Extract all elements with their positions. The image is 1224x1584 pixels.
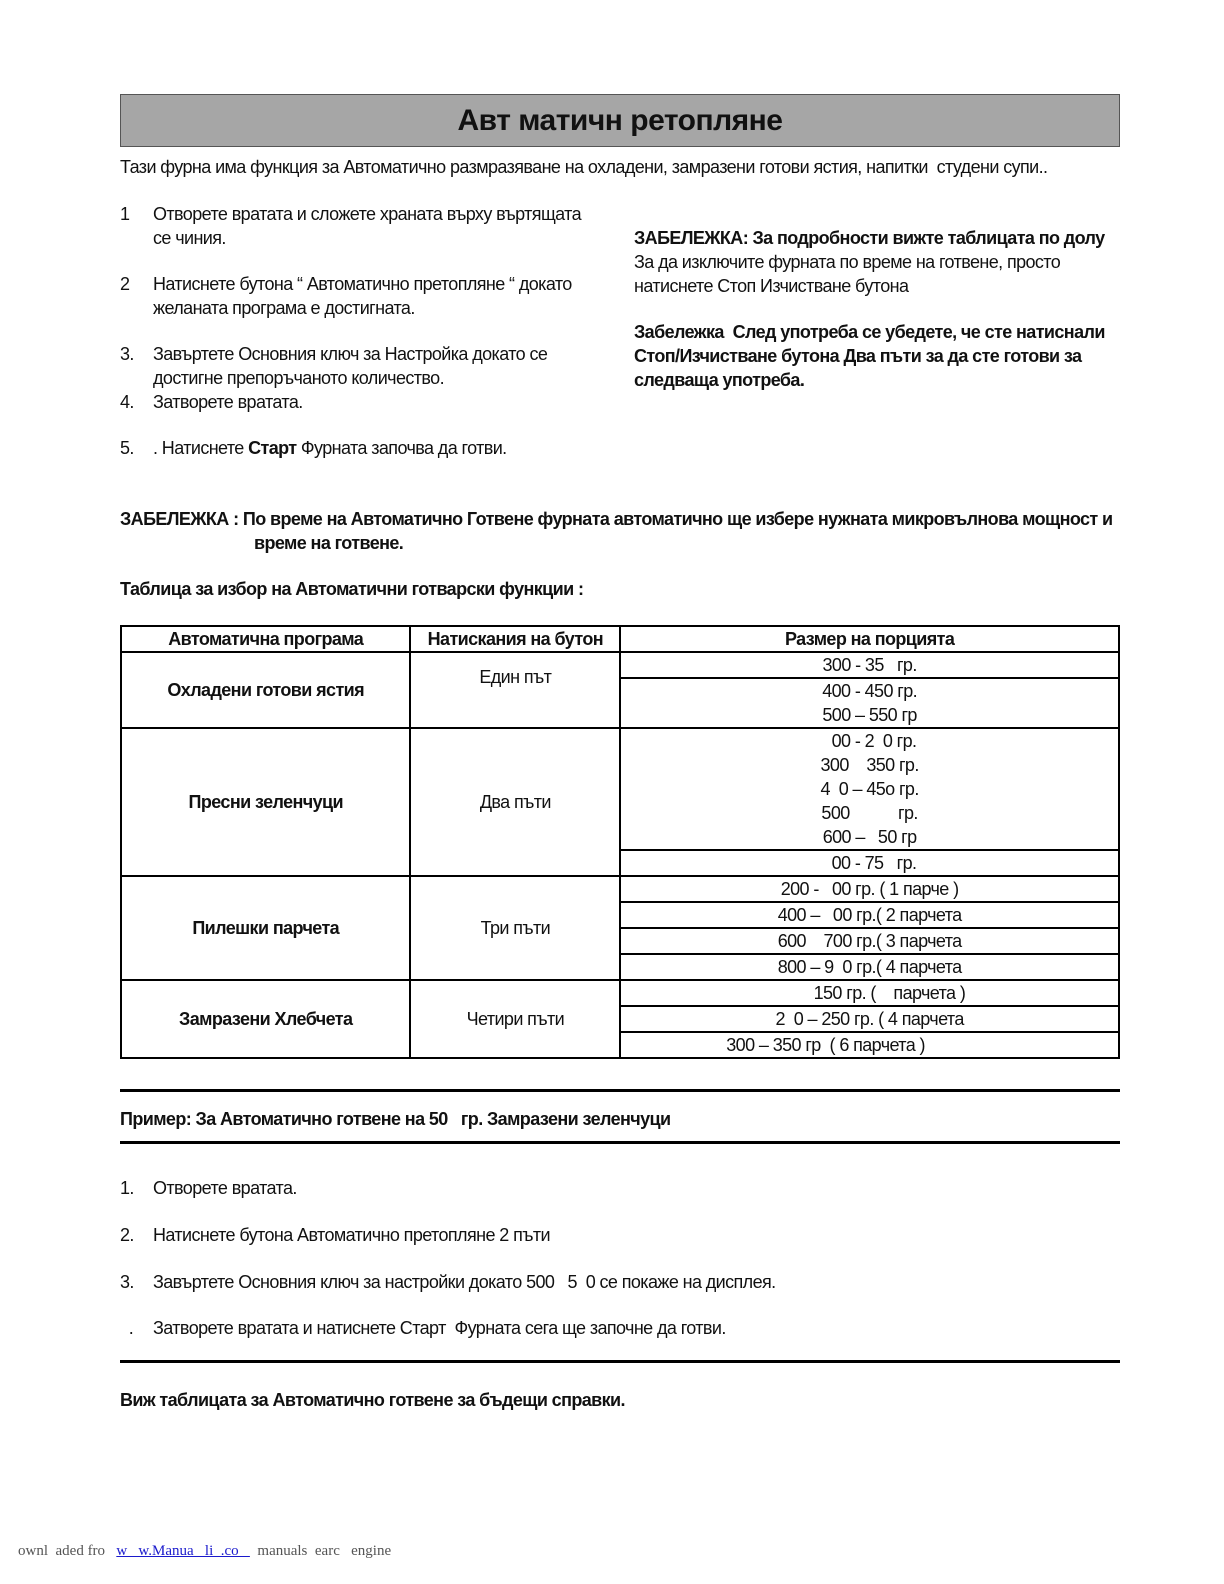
closing-note: Виж таблицата за Автоматично готвене за бъдещи справки. (120, 1390, 625, 1410)
presses-cell: Три пъти (410, 876, 620, 980)
portion-cell: 300 - 35 гр. (620, 652, 1119, 678)
table-header-row (121, 626, 1119, 652)
portion-cell: 600 700 гр.( 3 парчета (620, 928, 1119, 954)
portion-cell: 300 – 350 гр ( 6 парчета ) (620, 1032, 1119, 1058)
step-2: 2 Натиснете бутона “ Автоматично претопляне “ докато желаната програма е достигната. (120, 274, 572, 318)
footer-link[interactable]: w w.Manua li .co (116, 1543, 250, 1559)
portion-cell: 2 0 – 250 гр. ( 4 парчета (620, 1006, 1119, 1032)
portion-cell: 00 - 2 0 гр. 300 350 гр. 4 0 – 45o гр. 500 гр. 600 – 50 гр (620, 728, 1119, 850)
example-step: 3. Завъртете Основния ключ за настройки докато 500 5 0 се покаже на дисплея. (120, 1272, 776, 1292)
note-after-use: Забележка След употреба се убедете, че сте натиснали Стоп/Изчистване бутона Два пъти за да сте готови за следваща употреба. (634, 322, 1105, 390)
example-step: 2. Натиснете бутона Автоматично претопляне 2 пъти (120, 1225, 550, 1245)
header-portion: Размер на порцията (620, 626, 1119, 652)
step-3: 3. Завъртете Основния ключ за Настройка докато се достигне препоръчаното количество. (120, 344, 548, 388)
note-details: ЗАБЕЛЕЖКА: За подробности вижте таблицата по долу За да изключите фурната по време на готвене, просто натиснете Стоп Изчистване бутона (634, 228, 1105, 296)
table-row (121, 728, 1119, 850)
portion-cell: 400 – 00 гр.( 2 парчета (620, 902, 1119, 928)
note-auto-cooking: ЗАБЕЛЕЖКА : По време на Автоматично Готвене фурната автоматично ще избере нужната микровълнова мощност и време на готвене. (120, 509, 1113, 553)
program-cell: Замразени Хлебчета (121, 980, 410, 1058)
table-row (121, 980, 1119, 1006)
program-cell: Пилешки парчета (121, 876, 410, 980)
table-row (121, 652, 1119, 678)
presses-cell: Два пъти (410, 728, 620, 876)
program-cell: Охладени готови ястия (121, 652, 410, 728)
footer-text: ownl aded fro (18, 1543, 117, 1559)
portion-cell: 150 гр. ( парчета ) (620, 980, 1119, 1006)
intro-text: Тази фурна има функция за Автоматично размразяване на охладени, замразени готови ястия, напитки студени супи.. (120, 157, 1048, 177)
example-step: . Затворете вратата и натиснете Старт Фурната сега ще започне да готви. (120, 1318, 726, 1338)
table-row (121, 876, 1119, 902)
example-step: 1. Отворете вратата. (120, 1178, 297, 1198)
page-title: Авт матичн ретопляне (120, 94, 1120, 147)
portion-cell: 200 - 00 гр. ( 1 парче ) (620, 876, 1119, 902)
step-4: 4. Затворете вратата. (120, 392, 303, 412)
example-title: Пример: За Автоматично готвене на 50 гр. Замразени зеленчуци (120, 1109, 671, 1129)
table-title: Таблица за избор на Автоматични готварски функции : (120, 579, 584, 599)
portion-cell: 800 – 9 0 гр.( 4 парчета (620, 954, 1119, 980)
portion-cell: 400 - 450 гр. 500 – 550 гр (620, 678, 1119, 728)
header-presses: Натискания на бутон (410, 626, 620, 652)
divider (120, 1360, 1120, 1363)
footer-text: manuals earc engine (249, 1543, 392, 1559)
portion-cell: 00 - 75 гр. (620, 850, 1119, 876)
divider (120, 1141, 1120, 1144)
step-1: 1 Отворете вратата и сложете храната върху въртящата се чиния. (120, 204, 582, 248)
footer (18, 1543, 391, 1560)
step-5: 5. . Натиснете Старт Фурната започва да готви. (120, 438, 507, 458)
presses-cell: Един път (410, 652, 620, 728)
auto-programs-table (120, 625, 1120, 1059)
header-program: Автоматична програма (121, 626, 410, 652)
divider (120, 1089, 1120, 1092)
program-cell: Пресни зеленчуци (121, 728, 410, 876)
presses-cell: Четири пъти (410, 980, 620, 1058)
